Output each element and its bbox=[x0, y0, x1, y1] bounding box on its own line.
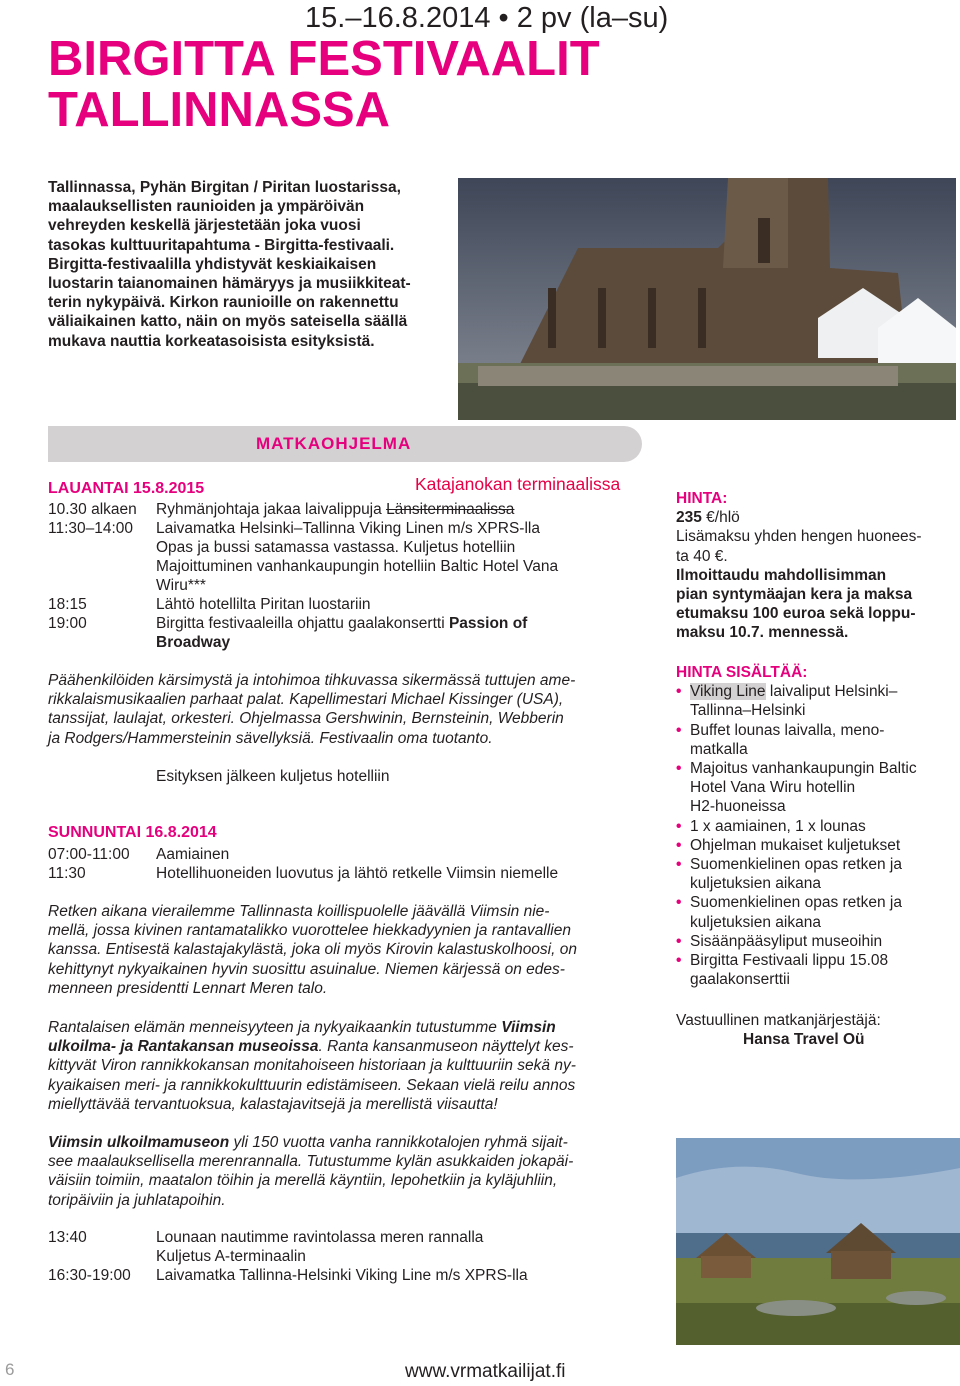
paragraph-line: miellyttävää tervantuoksua, kalastajavitsejä ja merellistä viisautta! bbox=[48, 1095, 498, 1113]
intro-line: tasokas kulttuuritapahtuma - Birgitta-festivaali. bbox=[48, 236, 395, 254]
schedule-desc: Ryhmänjohtaja jakaa laivalippuja bbox=[156, 501, 387, 518]
page-title-line2: TALLINNASSA bbox=[48, 83, 391, 137]
paragraph-line: menneen presidentti Lennart Meren talo. bbox=[48, 979, 328, 997]
paragraph-line: tanssijat, laulajat, orkesteri. Ohjelmassa Gershwinin, Bernsteinin, Webberin bbox=[48, 710, 564, 728]
schedule-desc: Kuljetus A-terminaalin bbox=[156, 1248, 306, 1265]
list-item bbox=[676, 682, 946, 720]
price-heading: HINTA: bbox=[676, 490, 728, 507]
correction-note: Katajanokan terminaalissa bbox=[415, 474, 621, 494]
paragraph-line: Retken aikana vierailemme Tallinnasta koillispuolelle jäävällä Viimsin nie- bbox=[48, 903, 550, 920]
intro-text bbox=[48, 178, 453, 351]
schedule-row bbox=[48, 557, 648, 576]
text-run: Birgitta Festivaali lippu 15.08 bbox=[690, 952, 889, 970]
schedule-row bbox=[48, 576, 648, 595]
museum-paragraph bbox=[48, 1018, 648, 1114]
text-run: kuljetuksien aikana bbox=[690, 875, 821, 893]
paragraph-line bbox=[48, 1133, 648, 1152]
price-unit: €/hlö bbox=[701, 509, 740, 527]
schedule-row bbox=[48, 633, 648, 652]
signup-line: etumaksu 100 euroa sekä loppu- bbox=[676, 605, 916, 623]
intro-line: luostarin taianomainen hämäryys ja musiikkiteat- bbox=[48, 275, 411, 293]
includes-list bbox=[676, 682, 946, 989]
paragraph-line: ja Rodgers/Hammersteinin sävellyksiä. Festivaalin oma tuotanto. bbox=[48, 729, 493, 747]
paragraph-line: kittyvät Viron rannikkokansan monitahoiseen historiaan ja kulttuuriin sekä ny- bbox=[48, 1057, 576, 1075]
show-name: Broadway bbox=[156, 634, 231, 651]
struck-location: Länsiterminaalissa bbox=[386, 501, 515, 518]
signup-line: Ilmoittaudu mahdollisimman bbox=[676, 566, 887, 584]
trip-date: 15.–16.8.2014 • 2 pv (la–su) bbox=[305, 2, 669, 34]
list-item bbox=[676, 836, 946, 855]
signup-line: pian syntymäajan kera ja maksa bbox=[676, 586, 913, 604]
schedule-time: 11:30–14:00 bbox=[48, 520, 134, 537]
paragraph-line: toripäiviin ja juhlatapoihin. bbox=[48, 1191, 226, 1209]
schedule-time: 16:30-19:00 bbox=[48, 1267, 131, 1284]
schedule-desc: Opas ja bussi satamassa vastassa. Kuljetus hotelliin bbox=[156, 539, 516, 556]
text-run: kuljetuksien aikana bbox=[690, 913, 821, 931]
text-run: H2-huoneissa bbox=[690, 798, 786, 816]
schedule-row bbox=[48, 538, 648, 557]
schedule-row bbox=[48, 500, 648, 519]
schedule-row bbox=[48, 864, 648, 883]
page-title-line1: BIRGITTA FESTIVAALIT bbox=[48, 32, 600, 86]
schedule-desc: Majoittuminen vanhankaupungin hotelliin Baltic Hotel Vana bbox=[156, 558, 559, 575]
text-run: matkalla bbox=[690, 740, 748, 758]
intro-line: mukava nauttia korkeatasoisista esityksistä. bbox=[48, 332, 375, 350]
show-description bbox=[48, 671, 648, 748]
schedule-desc: Hotellihuoneiden luovutus ja lähtö retkelle Viimsin niemelle bbox=[156, 865, 559, 882]
schedule-desc: Laivamatka Helsinki–Tallinna Viking Linen m/s XPRS-lla bbox=[156, 520, 540, 537]
text-run: laivaliput Helsinki– bbox=[765, 683, 898, 701]
schedule-row bbox=[48, 845, 648, 864]
sunday-heading: SUNNUNTAI 16.8.2014 bbox=[48, 824, 217, 841]
text-run: Rantalaisen elämän menneisyyteen ja nykyaikaankin tutustumme bbox=[48, 1019, 502, 1036]
show-name: Passion of bbox=[448, 615, 528, 632]
price-box bbox=[676, 489, 946, 643]
text-run: 1 x aamiainen, 1 x lounas bbox=[690, 817, 866, 835]
paragraph-line bbox=[48, 1037, 648, 1056]
paragraph-line: kyaikaisen meri- ja rannikkokulttuurin edistämiseen. Sekaan vielä reilu annos bbox=[48, 1076, 576, 1094]
list-item bbox=[676, 759, 946, 817]
paragraph-line: see maalauksellisella merenrannalla. Tutustumme kylän asukkaiden jokapäi- bbox=[48, 1153, 574, 1171]
price-value: 235 bbox=[676, 509, 702, 527]
viimsi-paragraph bbox=[48, 902, 648, 998]
price-line bbox=[676, 508, 946, 527]
text-run: gaalakonserttii bbox=[690, 971, 790, 989]
organizer-box bbox=[676, 1011, 946, 1049]
text-run: Suomenkielinen opas retken ja bbox=[690, 856, 902, 874]
intro-line: Tallinnassa, Pyhän Birgitan / Piritan luostarissa, bbox=[48, 179, 401, 196]
intro-line: maalauksellisten raunioiden ja ympäröivän bbox=[48, 198, 365, 216]
schedule-time: 10.30 alkaen bbox=[48, 501, 137, 518]
schedule-time: 07:00-11:00 bbox=[48, 846, 130, 863]
intro-line: vehreyden keskellä järjestetään joka vuosi bbox=[48, 217, 361, 235]
schedule-row bbox=[48, 519, 648, 538]
saturday-heading: LAUANTAI 15.8.2015 bbox=[48, 480, 205, 497]
page-number: 6 bbox=[5, 1360, 15, 1379]
list-item bbox=[676, 721, 946, 759]
paragraph-line: Päähenkilöiden kärsimystä ja intohimoa tihkuvassa sikermässä tuttujen ame- bbox=[48, 672, 576, 689]
schedule-desc: Aamiainen bbox=[156, 846, 230, 863]
text-run: Ohjelman mukaiset kuljetukset bbox=[690, 836, 901, 854]
schedule-row bbox=[48, 595, 648, 614]
museum-name: Viimsin bbox=[501, 1019, 556, 1036]
schedule-desc: Laivamatka Tallinna-Helsinki Viking Line m/s XPRS-lla bbox=[156, 1267, 528, 1284]
schedule-row bbox=[48, 1247, 648, 1266]
program-banner-title: MATKAOHJELMA bbox=[256, 434, 412, 453]
schedule-desc: Lounaan nautimme ravintolassa meren rannalla bbox=[156, 1229, 484, 1246]
schedule-row bbox=[48, 1228, 648, 1247]
text-run: Tallinna–Helsinki bbox=[690, 702, 806, 720]
text-run: . Ranta kansanmuseon näyttelyt kes- bbox=[318, 1038, 574, 1056]
signup-line: maksu 10.7. mennessä. bbox=[676, 624, 849, 642]
includes-box bbox=[676, 663, 946, 989]
supplement-line: Lisämaksu yhden hengen huonees- bbox=[676, 528, 922, 546]
text-run: yli 150 vuotta vanha rannikkotalojen ryhmä sijait- bbox=[229, 1134, 568, 1151]
schedule-time: 19:00 bbox=[48, 615, 87, 632]
list-item bbox=[676, 855, 946, 893]
text-run: Suomenkielinen opas retken ja bbox=[690, 894, 902, 912]
includes-heading: HINTA SISÄLTÄÄ: bbox=[676, 664, 808, 681]
list-item bbox=[676, 932, 946, 951]
supplement-line: ta 40 €. bbox=[676, 547, 728, 565]
paragraph-line: väisiin toimiin, maatalon töihin ja merellä käyntiin, lepohetkiin ja kyläjuhliin, bbox=[48, 1172, 558, 1190]
intro-line: väliaikainen katto, näin on myös sateisella säällä bbox=[48, 313, 408, 331]
list-item bbox=[676, 893, 946, 931]
intro-line: terin nykypäivä. Kirkon raunioille on rakennettu bbox=[48, 294, 399, 312]
highlighted-text: Viking Line bbox=[690, 683, 766, 701]
coastal-village-photo bbox=[676, 1138, 960, 1345]
text-run: Sisäänpääsyliput museoihin bbox=[690, 932, 883, 950]
paragraph-line: kehittynyt nykyaikainen hyvin suosittu asuinalue. Niemen kärjessä on edes- bbox=[48, 960, 565, 978]
schedule-desc: Lähtö hotellilta Piritan luostariin bbox=[156, 596, 371, 613]
footer-url[interactable]: www.vrmatkailijat.fi bbox=[405, 1361, 566, 1382]
paragraph-line: mellä, jossa kivinen rantamatalikko vuorottelee hiekkadyynien ja rantavallien bbox=[48, 922, 571, 940]
open-air-museum-paragraph bbox=[48, 1133, 648, 1210]
paragraph-line: kanssa. Entisestä kalastajakylästä, joka oli myös Kirovin kalastuskolhoosi, on bbox=[48, 941, 577, 959]
schedule-desc: Wiru*** bbox=[156, 577, 206, 594]
paragraph-line bbox=[48, 1018, 648, 1037]
organizer-name: Hansa Travel Oü bbox=[743, 1031, 865, 1049]
convent-ruins-photo bbox=[458, 178, 956, 420]
schedule-time: 18:15 bbox=[48, 596, 87, 613]
schedule-row bbox=[48, 1266, 648, 1285]
after-show-note: Esityksen jälkeen kuljetus hotelliin bbox=[156, 768, 390, 785]
paragraph-line: rikkalaismusikaalien parhaat palat. Kapellimestari Michael Kissinger (USA), bbox=[48, 691, 564, 709]
list-item bbox=[676, 951, 946, 989]
intro-line: Birgitta-festivaalilla yhdistyvät keskiaikaisen bbox=[48, 255, 377, 273]
text-run: Majoitus vanhankaupungin Baltic bbox=[690, 760, 917, 778]
schedule-desc: Birgitta festivaaleilla ohjattu gaalakonsertti bbox=[156, 615, 449, 632]
list-item bbox=[676, 817, 946, 836]
schedule-row bbox=[48, 614, 648, 633]
museum-name: Viimsin ulkoilmamuseon bbox=[48, 1134, 230, 1151]
organizer-label: Vastuullinen matkanjärjestäjä: bbox=[676, 1012, 881, 1029]
text-run: Hotel Vana Wiru hotellin bbox=[690, 779, 856, 797]
museum-name: ulkoilma- ja Rantakansan museoissa bbox=[48, 1038, 319, 1056]
schedule-time: 13:40 bbox=[48, 1229, 87, 1246]
text-run: Buffet lounas laivalla, meno- bbox=[690, 721, 885, 739]
schedule-time: 11:30 bbox=[48, 865, 86, 882]
